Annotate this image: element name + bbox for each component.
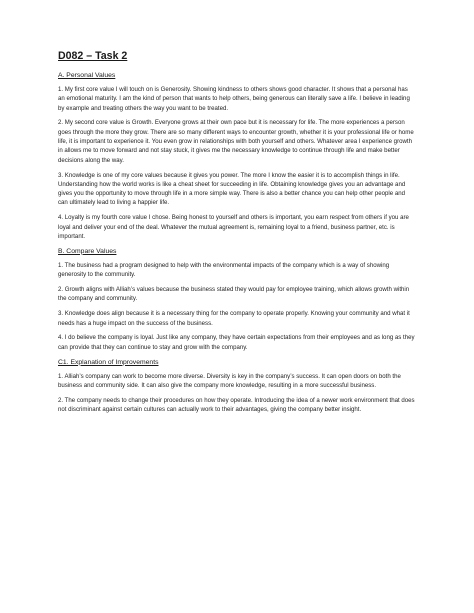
section-heading: C1. Explanation of Improvements [58, 358, 159, 366]
paragraph: 1. The business had a program designed to help with the environmental impacts of the company which is a way of showing generosity to the community. [58, 261, 390, 279]
document-title: D082 – Task 2 [58, 50, 128, 62]
paragraph: 4. I do believe the company is loyal. Just like any company, they have certain expectations from their employees and as long as they can provide that they can continue to stay and grow with the company. [58, 334, 415, 351]
paragraph: 3. Knowledge is one of my core values because it gives you power. The more I know the easier it is to accomplish things in life. Understanding how the world works is like a cheat sheet for succeeding in life. Obtaining knowledge gives you an advantage and gives you the opportunity to move through life in a more simple way. There is also a better chance you can help other people and can ultimately lead to living a happier life. [58, 171, 406, 207]
paragraph: 3. Knowledge does align because it is a necessary thing for the company to operate properly. Knowing your community and what it needs has a huge impact on the success of the business. [58, 310, 410, 327]
section-explanation-of-improvements [58, 358, 416, 415]
paragraph: 2. The company needs to change their procedures on how they operate. Introducing the idea of a newer work environment that does not discriminant against certain cultures can actually work to their advantages, giving the company better insight. [58, 396, 415, 414]
paragraph: 1. Alliah’s company can work to become more diverse. Diversity is key in the company’s success. It can open doors on both the business and community side. It can also give the company more knowledge, resulting in a more successful business. [58, 372, 401, 389]
paragraph: 2. Growth aligns with Alliah’s values because the business stated they would pay for employee training, which allows growth within the company and community. [58, 286, 410, 303]
section-personal-values [58, 71, 416, 241]
paragraph: 1. My first core value I will touch on is Generosity. Showing kindness to others shows good character. It shows that a personal has an emotional maturity. I am the kind of person that wants to help others, being generous can literally save a life. I believe in leading by example and treating others the way you want to be treated. [58, 86, 410, 112]
section-heading: A. Personal Values [58, 72, 116, 79]
paragraph: 2. My second core value is Growth. Everyone grows at their own pace but it is necessary for life. The more experiences a person goes through the more they grow. There are so many different ways to encounter growth, whether it is your professional life or home life, it is important to experience it. You even grow in relationships with both yourself and others. Whatever area I experience growth in allows me to move forward and not stay stuck, it gives me the necessary knowledge to continue through life and make better decisions along the way. [58, 119, 414, 164]
section-compare-values [58, 247, 416, 352]
section-heading: B. Compare Values [58, 247, 117, 255]
paragraph: 4. Loyalty is my fourth core value I chose. Being honest to yourself and others is important, you earn respect from others if you are loyal and deliver your end of the deal. Whatever the mutual agreement is, remaining loyal to a friend, business partner, etc. is important. [58, 214, 409, 240]
